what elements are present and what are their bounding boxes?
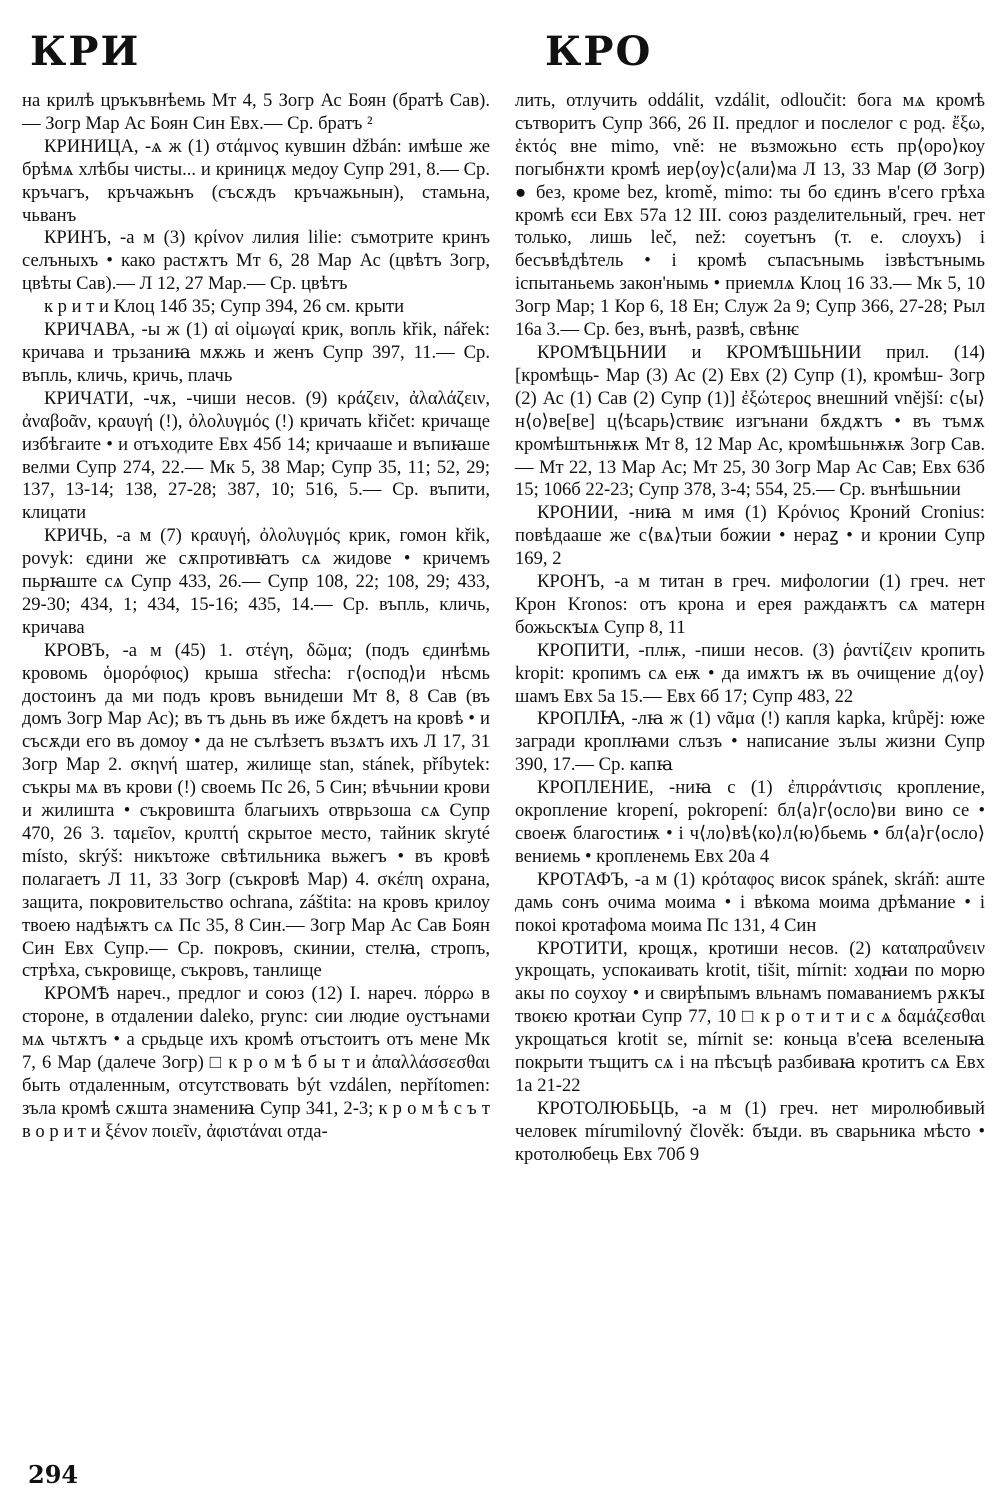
entry-kromie-cont: лить, отлучить oddálit, vzdálit, odloučit: бога мѧ кромѣ сътворитъ Супр 366, 26 II. предлог и послелог с род. ἔξω, ἐκτός вне mimo, vně: не възможьно єсть пр⟨оро⟩коу погыбнѫти кромѣ иер⟨оу⟩с⟨али⟩ма Л 13, 33 Мар (Ø Зогр) ● без, кроме bez, kromě, mimo: ты бо єдинъ в'сего грѣха кромѣ єси Евх 57а 12 III. союз разделительный, греч. нет только, лишь leč, než: соуетънъ (т. е. слоухъ) і бесъвѣдѣтель • і кромѣ съпасънымь ізвѣстънымь іспытаньемь закон'нымь • приемлѧ Клоц 16 33.— Мк 5, 10 Зогр Мар; 1 Кор 6, 18 Ен; Служ 2а 9; Супр 366, 27-28; Рыл 16а 3.— Ср. без, вънѣ, развѣ, свѣнѥ <box>515 90 985 341</box>
entry-krotiti: КРОТИТИ, крощѫ, кротиши несов. (2) καταπραΰνειν укрощать, успокаивать krotit, tišit, mírnit: ходꙗи по морю акы по соухоу • и свирѣпымъ вльнамъ помаваниемъ рѫкꙑ твоѥю кротꙗи Супр 77, 10 □ к р о т и т и с ѧ δαμάζεσθαι укрощаться krotit se, mírnit se: коньца в'сеꙗ вселеныꙗ покрыти тъщитъ сѧ і на пѣсъцѣ разбиваꙗ кротитъ сѧ Евх 1а 21-22 <box>515 937 985 1096</box>
entry-krin: КРИНЪ, -а м (3) κρίνον лилия lilie: съмотрите кринъ селъныхъ • како растѫтъ Мт 6, 28 Мар Ас (цвѣтъ Зогр, цвѣты Сав).— Л 12, 27 Мар.— Ср. цвѣтъ <box>22 227 490 295</box>
entry-kron: КРОНЪ, -а м титан в греч. мифологии (1) греч. нет Крон Kronos: отъ крона и ерея раждаѭтъ сѧ матерн божьскꙑѧ Супр 8, 11 <box>515 571 985 638</box>
entry-kroplenie: КРОПЛЕНИЕ, -ниꙗ с (1) ἐπιρράντισις кропление, окропление kropení, pokropení: бл⟨а⟩г⟨осло⟩ви вино се • своеѭ благостиѭ • і ч⟨ло⟩вѣ⟨ко⟩л⟨ю⟩бьемь • бл⟨а⟩г⟨осло⟩вениемь • кропленемь Евх 20а 4 <box>515 777 985 867</box>
entry-krov: КРОВЪ, -а м (45) 1. στέγη, δῶμα; (подъ єдинѣмь кровомь ὁμορόφιος) крыша střecha: г⟨оспод⟩и нѣсмь достоинъ да ми подъ кровъ вьнидеши Мт 8, 8 Сав (въ домъ Зогр Мар Ас); въ тъ дьнь въ иже бѫдетъ на кровѣ • и съсѫди его въ домоу • да не сълѣзетъ възѧтъ ихъ Л 17, 31 Зогр Мар 2. σκηνή шатер, жилище stan, stánek, příbytek: съкры мѧ въ крови (!) своемь Пс 26, 5 Син; вѣчьнии крови и жилишта • съкровишта благыихъ отврьзоша сѧ Супр 470, 26 3. ταμεῖον, κρυπτή скрытое место, тайник skryté místo, skrýš: никътоже свѣтильника вьжегъ • въ кровѣ полагаетъ Л 11, 33 Зогр (съкровѣ Мар) 4. σκέπη охрана, защита, покровительство ochrana, záštita: на кровъ крилоу твоею надѣѭтъ сѧ Пс 35, 8 Син.— Зогр Мар Ас Сав Боян Син Евх Супр.— Ср. покровъ, скинии, стелꙗ, стропъ, стрѣха, съкровище, съкровъ, танлище <box>22 639 490 982</box>
entry-kronii: КРОНИИ, -ниꙗ м имя (1) Κρόνιος Кроний Cronius: повѣдааше же с⟨вѧ⟩тыи божии • нераꙁ • и кронии Супр 169, 2 <box>515 502 985 570</box>
running-header <box>30 28 970 88</box>
guide-word-left: КРИ <box>30 28 141 75</box>
guide-word-right: КРО <box>545 28 653 75</box>
entry-krilea-cont: на крилѣ цръкъвнѣемь Мт 4, 5 Зогр Ас Боян (братѣ Сав).— Зогр Мар Ас Боян Син Евх.— Ср. братъ ² <box>22 90 490 134</box>
entry-krichati: КРИЧАТИ, -чѫ, -чиши несов. (9) κράζειν, ἀλαλάζειν, ἀναβοᾶν, κραυγή (!), ὀλολυγμός (!) кричать křičet: кричаще избѣгаите • и отъходите Евх 45б 14; кричааше и въпиꙗше велми Супр 274, 22.— Мк 5, 38 Мар; Супр 35, 11; 52, 29; 137, 13-14; 138, 27-28; 387, 10; 516, 5.— Ср. въпити, клицати <box>22 387 490 524</box>
entry-kroplia: КРОПЛꙖ, -лꙗ ж (1) νᾶμα (!) капля kapka, krůpěj: юже загради кроплꙗми слъзъ • написание зълы жизни Супр 390, 17.— Ср. капꙗ <box>515 708 985 776</box>
entry-krotaf: КРОТАФЪ, -а м (1) κρόταφος висок spánek, skráň: аште дамь сонъ очима моима • і вѣкома моима дрѣмание • і покоі кротафома моима Пс 131, 4 Син <box>515 868 985 936</box>
entry-kromie: КРОМѢ нареч., предлог и союз (12) I. нареч. πόρρω в стороне, в отдалении daleko, prync: сии людие оустънами мѧ чьтѫтъ • а срьдьце ихъ кромѣ отъстоитъ отъ мене Мк 7, 6 Мар (далече Зогр) □ к р о м ѣ б ы т и ἀπαλλάσσεσθαι быть отдаленным, отсутствовать být vzdálen, nepřítomen: зъла кромѣ сѫшта знамениꙗ Супр 341, 2-3; к р о м ѣ с ъ т в о р и т и ξένον ποιεῖν, ἀφιστάναι отда- <box>22 983 490 1142</box>
entry-krichava: КРИЧАВА, -ы ж (1) αἱ οἰμωγαί крик, вопль křik, nářek: кричава и трьзаниꙗ мѫжь и женъ Супр 397, 11.— Ср. въпль, кличь, кричь, плачь <box>22 319 490 386</box>
entry-kromieshnii: КРОМѢЦЬНИИ и КРОМѢШЬНИИ прил. (14) [кромѣщь- Мар (3) Ас (2) Евх (2) Супр (1), кромѣш- Зогр (2) Ас (1) Сав (2) Супр (1)] ἐξώτερος внешний vnější: с⟨ы⟩н⟨о⟩ве[ве] ц⟨ѣсарь⟩ствиѥ изгънани бѫдѫтъ • въ тъмѫ кромѣштьнѭѭ Мт 8, 12 Мар Ас, кромѣшьнѭѭ Зогр Сав.— Мт 22, 13 Мар Ас; Мт 25, 30 Зогр Мар Ас Сав; Евх 63б 15; 106б 22-23; Супр 378, 3-4; 554, 25.— Ср. вънѣшьнии <box>515 341 985 501</box>
entry-krich: КРИЧЬ, -а м (7) κραυγή, ὀλολυγμός крик, гомон křik, povyk: єдини же сѫпротивꙗтъ сѧ жидове • кричемъ пьрꙗште сѧ Супр 433, 26.— Супр 108, 22; 108, 29; 433, 29-30; 434, 1; 434, 15-16; 435, 14.— Ср. въпль, кличь, кричава <box>22 525 490 638</box>
entry-kropiti: КРОПИТИ, -плѭ, -пиши несов. (3) ῥαντίζειν кропить kropit: кропимъ сѧ еѭ • да имѫтъ ѭ въ очищение д⟨оу⟩шамъ Евх 5а 15.— Евх 6б 17; Супр 483, 22 <box>515 639 985 707</box>
right-column <box>515 90 985 1167</box>
entry-kriti-ref: к р и т и Клоц 14б 35; Супр 394, 26 см. крыти <box>44 296 405 318</box>
page-number: 294 <box>28 1460 79 1489</box>
left-column <box>22 90 490 1144</box>
entry-krinitsa: КРИНИЦА, -ѧ ж (1) στάμνος кувшин džbán: имѣше же брѣмѧ хлѣбы чисты... и криницѫ медоу Супр 291, 8.— Ср. кръчагъ, кръчажьнъ (съсѫдъ кръчажьнын), стамьна, чьванъ <box>22 135 490 226</box>
entry-krotoliubets: КРОТОЛЮБЬЦЬ, -а м (1) греч. нет миролюбивый человек mírumilovný člověk: бꙑди. въ сварьника мѣсто • кротолюбець Евх 70б 9 <box>515 1097 985 1165</box>
